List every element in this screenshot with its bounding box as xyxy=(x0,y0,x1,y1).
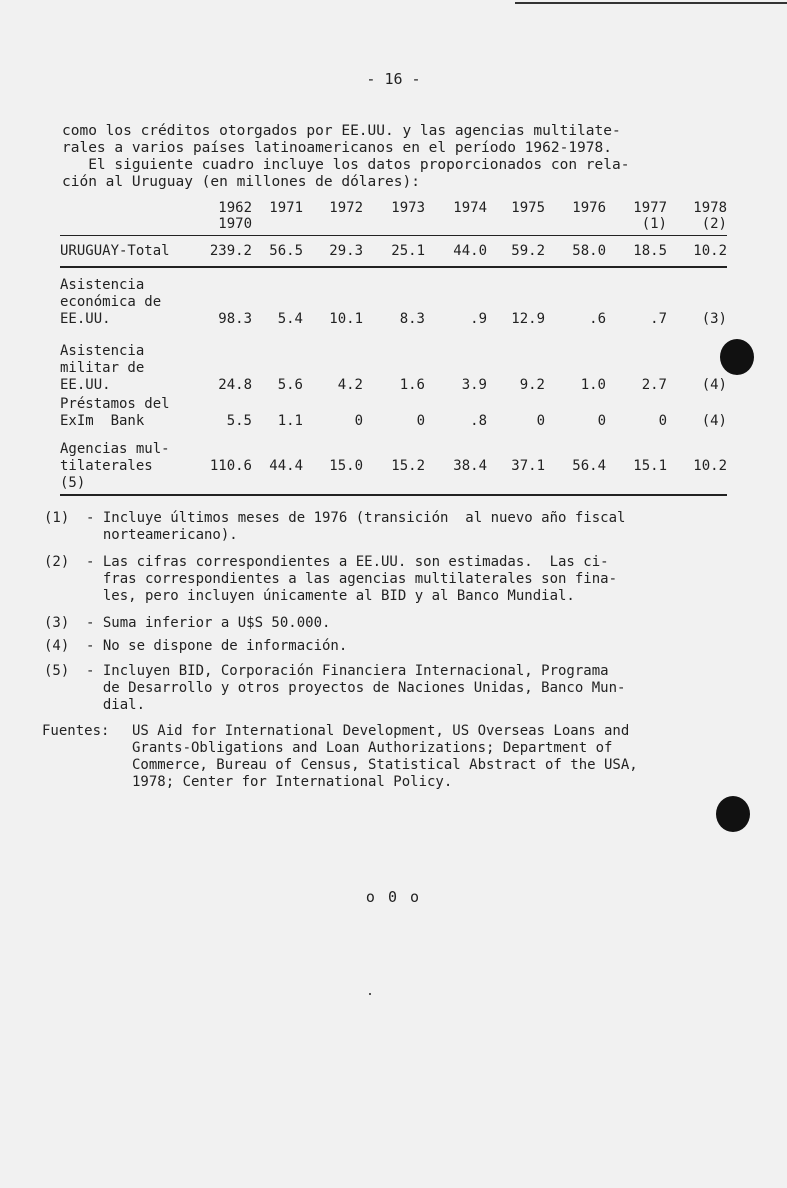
table-cell: 0 xyxy=(416,413,425,429)
table-cell: (3) xyxy=(701,311,727,327)
column-header: 1978 xyxy=(693,200,727,216)
table-cell: 5.5 xyxy=(226,413,252,429)
table-cell: 15.0 xyxy=(329,458,363,474)
footnote-text: dial. xyxy=(86,697,146,713)
end-mark: o 0 o xyxy=(365,888,422,906)
row-label: EE.UU. xyxy=(60,377,111,393)
table-cell: 38.4 xyxy=(453,458,487,474)
footnote-text: fras correspondientes a las agencias multilaterales son fina- xyxy=(86,571,618,587)
footnote-mark: (4) xyxy=(44,638,70,654)
table-cell: 4.2 xyxy=(337,377,363,393)
footnote-text: - Incluye últimos meses de 1976 (transición al nuevo año fiscal xyxy=(86,510,626,526)
table-cell: 5.6 xyxy=(277,377,303,393)
intro-line-3: El siguiente cuadro incluye los datos proporcionados con rela- xyxy=(62,157,630,173)
table-cell: 29.3 xyxy=(329,243,363,259)
table-cell: 1.1 xyxy=(277,413,303,429)
row-label: (5) xyxy=(60,475,86,491)
table-cell: 15.1 xyxy=(633,458,667,474)
footnote-text: - No se dispone de información. xyxy=(86,638,348,654)
table-cell: 37.1 xyxy=(511,458,545,474)
column-header: 1962 xyxy=(218,200,252,216)
footnote-mark: (2) xyxy=(44,554,70,570)
table-cell: .7 xyxy=(650,311,667,327)
footnote-text: norteamericano). xyxy=(86,527,238,543)
footnote-text: - Suma inferior a U$S 50.000. xyxy=(86,615,331,631)
table-cell: 25.1 xyxy=(391,243,425,259)
top-edge-line xyxy=(515,2,787,4)
table-cell: 98.3 xyxy=(218,311,252,327)
table-cell: .8 xyxy=(470,413,487,429)
table-cell: 59.2 xyxy=(511,243,545,259)
footnote-text: de Desarrollo y otros proyectos de Naciones Unidas, Banco Mun- xyxy=(86,680,626,696)
table-cell: 1.0 xyxy=(580,377,606,393)
intro-line-1: como los créditos otorgados por EE.UU. y las agencias multilate- xyxy=(62,123,621,139)
footnote-text: - Incluyen BID, Corporación Financiera Internacional, Programa xyxy=(86,663,609,679)
table-cell: 15.2 xyxy=(391,458,425,474)
table-cell: 0 xyxy=(658,413,667,429)
table-header-rule xyxy=(60,235,727,236)
column-header: 1973 xyxy=(391,200,425,216)
table-cell: (4) xyxy=(701,377,727,393)
row-label: ExIm Bank xyxy=(60,413,145,429)
row-label: militar de xyxy=(60,360,145,376)
table-cell: 18.5 xyxy=(633,243,667,259)
row-label: económica de xyxy=(60,294,162,310)
table-cell: 9.2 xyxy=(519,377,545,393)
footnote-text: - Las cifras correspondientes a EE.UU. son estimadas. Las ci- xyxy=(86,554,609,570)
column-header: 1972 xyxy=(329,200,363,216)
intro-line-2: rales a varios países latinoamericanos en el período 1962-1978. xyxy=(62,140,612,156)
table-cell: 2.7 xyxy=(641,377,667,393)
table-cell: 44.4 xyxy=(269,458,303,474)
table-cell: 24.8 xyxy=(218,377,252,393)
punch-hole xyxy=(720,339,754,375)
page-number: - 16 - xyxy=(366,70,421,88)
table-cell: 0 xyxy=(536,413,545,429)
row-label: EE.UU. xyxy=(60,311,111,327)
column-header: 1977 xyxy=(633,200,667,216)
table-cell: 239.2 xyxy=(209,243,252,259)
table-cell: 10.2 xyxy=(693,243,727,259)
sources-label: Fuentes: xyxy=(42,723,110,739)
footnote-mark: (3) xyxy=(44,615,70,631)
table-cell: 110.6 xyxy=(209,458,252,474)
row-label: Asistencia xyxy=(60,277,145,293)
table-cell: 12.9 xyxy=(511,311,545,327)
table-cell: 0 xyxy=(354,413,363,429)
sources-line-4: 1978; Center for International Policy. xyxy=(132,774,453,790)
row-label: Agencias mul- xyxy=(60,441,170,457)
sources-line-2: Grants-Obligations and Loan Authorizations; Department of xyxy=(132,740,613,756)
table-total-rule xyxy=(60,266,727,268)
row-label: tilaterales xyxy=(60,458,153,474)
table-cell: .6 xyxy=(589,311,606,327)
row-label: Asistencia xyxy=(60,343,145,359)
row-label: Préstamos del xyxy=(60,396,170,412)
table-cell: (4) xyxy=(701,413,727,429)
paper-speck xyxy=(369,993,371,995)
sources-line-1: US Aid for International Development, US Overseas Loans and xyxy=(132,723,630,739)
footnote-mark: (1) xyxy=(44,510,70,526)
sources-line-3: Commerce, Bureau of Census, Statistical Abstract of the USA, xyxy=(132,757,638,773)
table-cell: 56.5 xyxy=(269,243,303,259)
column-header: 1970 xyxy=(218,216,252,232)
table-cell: 5.4 xyxy=(277,311,303,327)
column-header: 1976 xyxy=(572,200,606,216)
table-cell: .9 xyxy=(470,311,487,327)
table-cell: 1.6 xyxy=(399,377,425,393)
table-bottom-rule xyxy=(60,494,727,496)
footnote-text: les, pero incluyen únicamente al BID y al Banco Mundial. xyxy=(86,588,575,604)
table-cell: 56.4 xyxy=(572,458,606,474)
table-cell: 8.3 xyxy=(399,311,425,327)
column-header: 1974 xyxy=(453,200,487,216)
table-cell: 10.2 xyxy=(693,458,727,474)
table-cell: 58.0 xyxy=(572,243,606,259)
table-cell: 0 xyxy=(597,413,606,429)
row-label: URUGUAY-Total xyxy=(60,243,170,259)
footnote-mark: (5) xyxy=(44,663,70,679)
column-header: (2) xyxy=(701,216,727,232)
intro-line-4: ción al Uruguay (en millones de dólares): xyxy=(62,174,420,190)
column-header: 1971 xyxy=(269,200,303,216)
column-header: 1975 xyxy=(511,200,545,216)
table-cell: 44.0 xyxy=(453,243,487,259)
table-cell: 3.9 xyxy=(461,377,487,393)
table-cell: 10.1 xyxy=(329,311,363,327)
punch-hole xyxy=(716,796,750,832)
column-header: (1) xyxy=(641,216,667,232)
